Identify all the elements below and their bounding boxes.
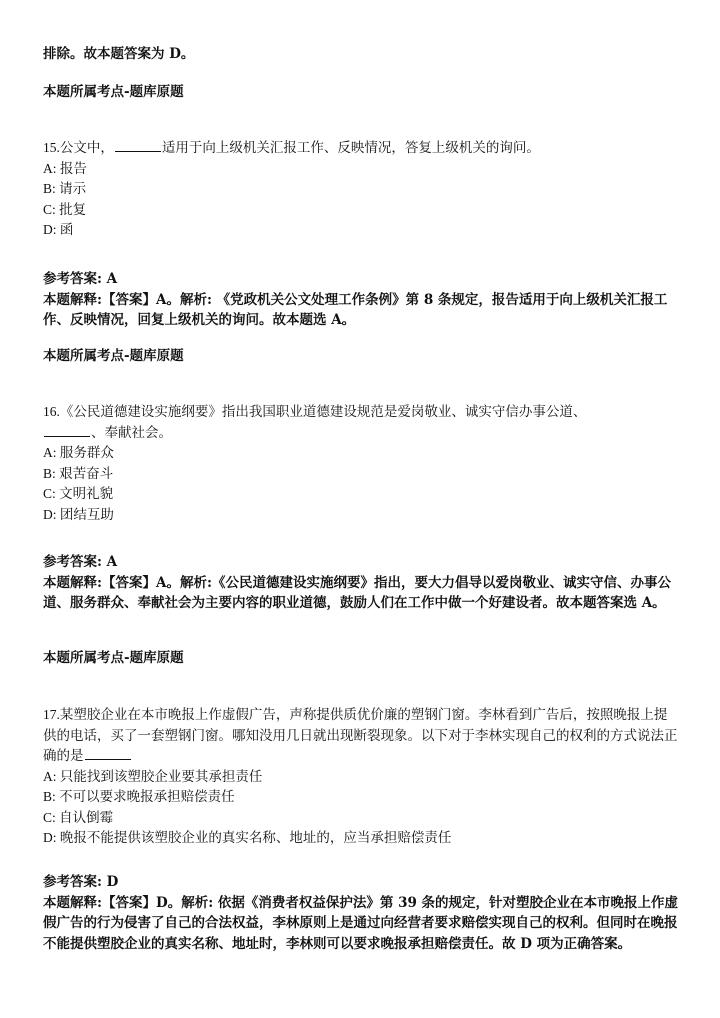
fill-blank <box>115 139 161 152</box>
fill-blank <box>44 424 90 437</box>
option-b: B: 请示 <box>43 181 87 196</box>
option-b: B: 不可以要求晚报承担赔偿责任 <box>43 789 235 804</box>
question-15 <box>43 138 679 241</box>
option-d: D: 晚报不能提供该塑胶企业的真实名称、地址的，应当承担赔偿责任 <box>43 830 452 845</box>
question-17 <box>43 705 679 849</box>
option-d: D: 函 <box>43 222 74 237</box>
explanation-tail-text: 排除。故本题答案为 D。 <box>43 46 195 62</box>
question-stem: 16.《公民道德建设实施纲要》指出我国职业道德建设规范是爱岗敬业、诚实守信办事公道、 、奉献社会。 <box>43 404 587 440</box>
question-16 <box>43 402 679 525</box>
reference-answer: 参考答案: A <box>43 271 118 287</box>
answer-16 <box>43 552 679 614</box>
topic-source-label: 本题所属考点-题库原题 <box>43 348 184 364</box>
option-a: A: 报告 <box>43 160 87 176</box>
previous-explanation-tail <box>43 44 679 65</box>
option-c: C: 自认倒霉 <box>43 809 114 825</box>
topic-source-label: 本题所属考点-题库原题 <box>43 84 184 100</box>
reference-answer: 参考答案: A <box>43 554 118 570</box>
answer-explanation: 本题解释:【答案】A。解析:《公民道德建设实施纲要》指出，要大力倡导以爱岗敬业、诚实守信、办事公道、服务群众、奉献社会为主要内容的职业道德，鼓励人们在工作中做一个好建设者。故本题答案选 A。 <box>43 574 671 611</box>
answer-15 <box>43 269 679 331</box>
fill-blank <box>85 747 131 760</box>
option-a: A: 只能找到该塑胶企业要其承担责任 <box>43 768 263 784</box>
topic-source-label: 本题所属考点-题库原题 <box>43 650 184 666</box>
option-c: C: 批复 <box>43 201 87 217</box>
option-c: C: 文明礼貌 <box>43 486 114 501</box>
option-a: A: 服务群众 <box>43 445 114 460</box>
question-stem: 17.某塑胶企业在本市晚报上作虚假广告，声称提供质优价廉的塑钢门窗。李林看到广告后，按照晚报上提供的电话，买了一套塑钢门窗。哪知没用几日就出现断裂现象。以下对于李林实现自己的权利的方式说法正确的是 <box>43 707 678 763</box>
question-stem: 15.公文中， 适用于向上级机关汇报工作、反映情况，答复上级机关的询问。 <box>43 140 540 155</box>
answer-17 <box>43 872 679 954</box>
option-b: B: 艰苦奋斗 <box>43 465 114 481</box>
option-d: D: 团结互助 <box>43 506 114 522</box>
answer-explanation: 本题解释:【答案】A。解析: 《党政机关公文处理工作条例》第 8 条规定，报告适用于向上级机关汇报工作、反映情况，回复上级机关的询问。故本题选 A。 <box>43 291 668 328</box>
reference-answer: 参考答案: D <box>43 874 119 890</box>
answer-explanation: 本题解释:【答案】D。解析: 依据《消费者权益保护法》第 39 条的规定，针对塑胶企业在本市晚报上作虚假广告的行为侵害了自己的合法权益，李林原则上是通过向经营者要求赔偿实现自己的权利。但同时在晚报不能提供塑胶企业的真实名称、地址时，李林则可以要求晚报承担赔偿责任。故 D 项为正确答案。 <box>43 894 679 952</box>
